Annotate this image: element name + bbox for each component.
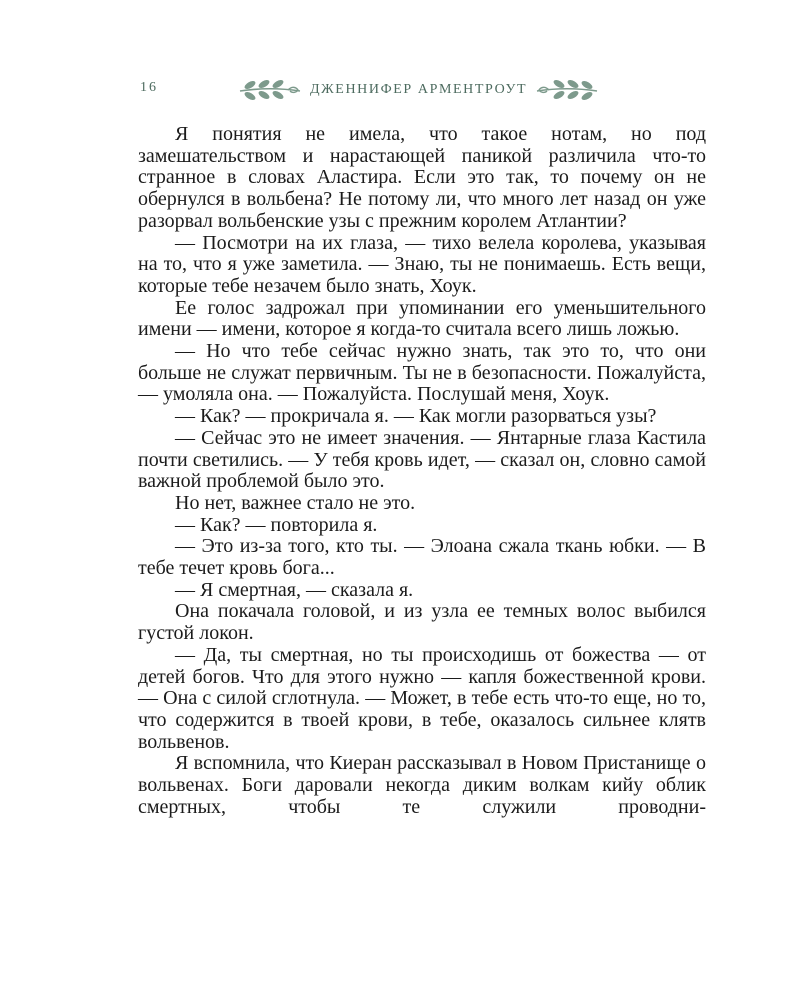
author-name: ДЖЕННИФЕР АРМЕНТРОУТ xyxy=(310,82,528,97)
page-number: 16 xyxy=(140,80,158,95)
paragraph: Ее голос задрожал при упоминании его уменьшительного имени — имени, которое я когда-то считала всего лишь ложью. xyxy=(138,296,706,341)
running-head xyxy=(238,76,750,104)
paragraph: — Да, ты смертная, но ты происходишь от божества — от детей богов. Что для этого нужно — капля божественной крови. — Она с силой сглотнула. — Может, в тебе есть что-то еще, но то, что содержится в твоей крови, в тебе, оказалось сильнее клятв вольвенов. xyxy=(138,643,706,753)
paragraph: Я вспомнила, что Киеран рассказывал в Новом Пристанище о вольвенах. Боги даровали некогда диким волкам кийу облик смертных, чтобы те служили проводни- xyxy=(138,752,706,818)
paragraph: — Я смертная, — сказала я. xyxy=(175,578,414,601)
paragraph: — Как? — прокричала я. — Как могли разорваться узы? xyxy=(175,405,657,428)
paragraph: — Это из-за того, кто ты. — Элоана сжала ткань юбки. — В тебе течет кровь бога... xyxy=(138,535,706,580)
paragraph: — Но что тебе сейчас нужно знать, так это то, что они больше не служат первичным. Ты не в безопасности. Пожалуйста, — умоляла она. — Пожалуйста. Послушай меня, Хоук. xyxy=(138,340,706,406)
paragraph: Но нет, важнее стало не это. xyxy=(175,491,416,514)
laurel-right-icon xyxy=(535,78,599,102)
laurel-left-icon xyxy=(238,78,302,102)
body-text xyxy=(138,124,706,819)
running-header xyxy=(140,76,660,104)
paragraph: — Сейчас это не имеет значения. — Янтарные глаза Кастила почти светились. — У тебя кровь идет, — сказал он, словно самой важной проблемой было это. xyxy=(138,426,706,493)
paragraph: — Как? — повторила я. xyxy=(175,513,378,536)
paragraph: Она покачала головой, и из узла ее темных волос выбился густой локон. xyxy=(138,600,706,645)
paragraph: — Посмотри на их глаза, — тихо велела королева, указывая на то, что я уже заметила. — Знаю, ты не понимаешь. Есть вещи, которые тебе незачем было знать, Хоук. xyxy=(138,231,706,297)
paragraph: Я понятия не имела, что такое нотам, но под замешательством и нарастающей паникой различила что-то странное в словах Аластира. Если это так, то почему он не обернулся в вольбена? Не потому ли, что много лет назад он уже разорвал вольбенские узы с прежним королем Атлантии? xyxy=(138,123,706,232)
